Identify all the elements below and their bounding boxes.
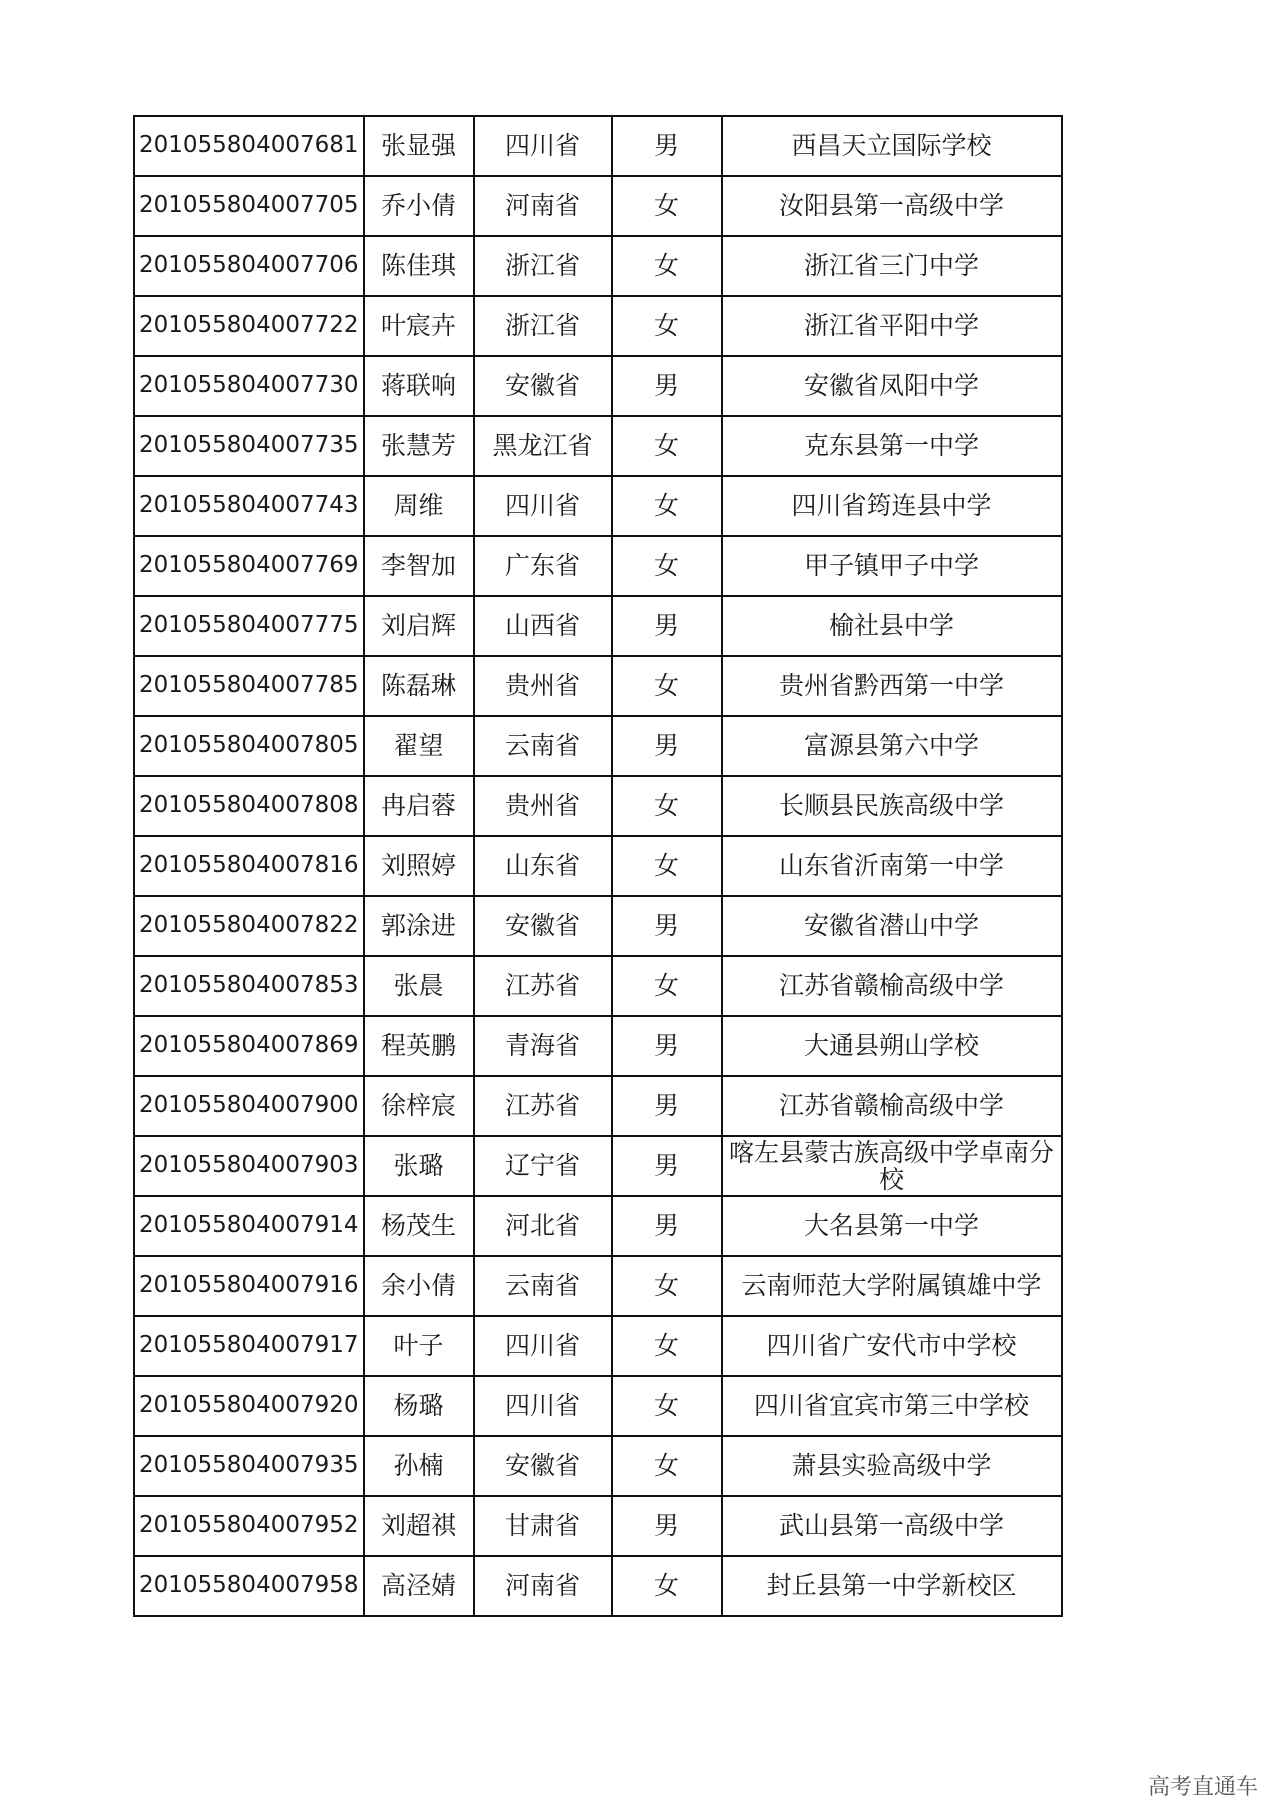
school-cell: 大名县第一中学 (722, 1196, 1062, 1256)
student-name-cell: 高泾婧 (364, 1556, 474, 1616)
student-name-cell: 张慧芳 (364, 416, 474, 476)
gender-cell: 女 (612, 296, 722, 356)
student-name-cell: 陈佳琪 (364, 236, 474, 296)
exam-id-cell: 201055804007706 (134, 236, 364, 296)
student-name-cell: 张晨 (364, 956, 474, 1016)
roster-table-body (134, 116, 1062, 1616)
table-row (134, 116, 1062, 176)
student-name-cell: 程英鹏 (364, 1016, 474, 1076)
gender-cell: 女 (612, 1256, 722, 1316)
exam-id-cell: 201055804007769 (134, 536, 364, 596)
gender-cell: 女 (612, 536, 722, 596)
exam-id-cell: 201055804007735 (134, 416, 364, 476)
province-cell: 河南省 (474, 176, 612, 236)
exam-id-cell: 201055804007917 (134, 1316, 364, 1376)
table-row (134, 536, 1062, 596)
school-cell: 江苏省赣榆高级中学 (722, 956, 1062, 1016)
province-cell: 安徽省 (474, 1436, 612, 1496)
table-row (134, 176, 1062, 236)
school-cell: 富源县第六中学 (722, 716, 1062, 776)
school-cell: 江苏省赣榆高级中学 (722, 1076, 1062, 1136)
province-cell: 河北省 (474, 1196, 612, 1256)
exam-id-cell: 201055804007952 (134, 1496, 364, 1556)
gender-cell: 女 (612, 656, 722, 716)
gender-cell: 男 (612, 356, 722, 416)
province-cell: 云南省 (474, 1256, 612, 1316)
school-cell: 安徽省凤阳中学 (722, 356, 1062, 416)
province-cell: 安徽省 (474, 356, 612, 416)
province-cell: 四川省 (474, 116, 612, 176)
student-name-cell: 周维 (364, 476, 474, 536)
school-cell: 长顺县民族高级中学 (722, 776, 1062, 836)
student-name-cell: 孙楠 (364, 1436, 474, 1496)
table-row (134, 1556, 1062, 1616)
student-name-cell: 郭涂进 (364, 896, 474, 956)
gender-cell: 女 (612, 176, 722, 236)
table-row (134, 896, 1062, 956)
table-row (134, 1256, 1062, 1316)
school-cell: 大通县朔山学校 (722, 1016, 1062, 1076)
gender-cell: 男 (612, 1136, 722, 1196)
exam-id-cell: 201055804007920 (134, 1376, 364, 1436)
student-name-cell: 刘启辉 (364, 596, 474, 656)
gender-cell: 男 (612, 1076, 722, 1136)
gender-cell: 女 (612, 956, 722, 1016)
province-cell: 贵州省 (474, 656, 612, 716)
table-row (134, 1436, 1062, 1496)
table-row (134, 1016, 1062, 1076)
gender-cell: 女 (612, 1316, 722, 1376)
exam-id-cell: 201055804007775 (134, 596, 364, 656)
student-name-cell: 杨茂生 (364, 1196, 474, 1256)
exam-id-cell: 201055804007805 (134, 716, 364, 776)
school-cell: 山东省沂南第一中学 (722, 836, 1062, 896)
province-cell: 江苏省 (474, 956, 612, 1016)
province-cell: 青海省 (474, 1016, 612, 1076)
student-name-cell: 叶宸卉 (364, 296, 474, 356)
province-cell: 浙江省 (474, 236, 612, 296)
province-cell: 四川省 (474, 1316, 612, 1376)
table-row (134, 596, 1062, 656)
school-cell: 四川省筠连县中学 (722, 476, 1062, 536)
table-row (134, 1316, 1062, 1376)
exam-id-cell: 201055804007730 (134, 356, 364, 416)
exam-id-cell: 201055804007808 (134, 776, 364, 836)
admission-roster-table (133, 115, 1063, 1617)
watermark-text: 高考直通车 (1147, 1775, 1258, 1800)
gender-cell: 女 (612, 416, 722, 476)
province-cell: 黑龙江省 (474, 416, 612, 476)
school-cell: 榆社县中学 (722, 596, 1062, 656)
student-name-cell: 杨璐 (364, 1376, 474, 1436)
province-cell: 贵州省 (474, 776, 612, 836)
student-name-cell: 张璐 (364, 1136, 474, 1196)
student-name-cell: 刘超祺 (364, 1496, 474, 1556)
gender-cell: 男 (612, 896, 722, 956)
gender-cell: 男 (612, 1016, 722, 1076)
province-cell: 云南省 (474, 716, 612, 776)
gender-cell: 男 (612, 1496, 722, 1556)
exam-id-cell: 201055804007722 (134, 296, 364, 356)
school-cell: 贵州省黔西第一中学 (722, 656, 1062, 716)
table-row (134, 296, 1062, 356)
school-cell: 萧县实验高级中学 (722, 1436, 1062, 1496)
gender-cell: 女 (612, 1376, 722, 1436)
province-cell: 浙江省 (474, 296, 612, 356)
province-cell: 甘肃省 (474, 1496, 612, 1556)
exam-id-cell: 201055804007916 (134, 1256, 364, 1316)
student-name-cell: 冉启蓉 (364, 776, 474, 836)
exam-id-cell: 201055804007816 (134, 836, 364, 896)
exam-id-cell: 201055804007958 (134, 1556, 364, 1616)
table-row (134, 236, 1062, 296)
student-name-cell: 翟望 (364, 716, 474, 776)
gender-cell: 女 (612, 836, 722, 896)
student-name-cell: 刘照婷 (364, 836, 474, 896)
table-row (134, 1196, 1062, 1256)
exam-id-cell: 201055804007681 (134, 116, 364, 176)
student-name-cell: 徐梓宸 (364, 1076, 474, 1136)
gender-cell: 男 (612, 596, 722, 656)
province-cell: 山西省 (474, 596, 612, 656)
student-name-cell: 张显强 (364, 116, 474, 176)
province-cell: 江苏省 (474, 1076, 612, 1136)
gender-cell: 男 (612, 1196, 722, 1256)
gender-cell: 女 (612, 1556, 722, 1616)
exam-id-cell: 201055804007935 (134, 1436, 364, 1496)
table-row (134, 476, 1062, 536)
exam-id-cell: 201055804007785 (134, 656, 364, 716)
table-row (134, 1076, 1062, 1136)
table-row (134, 416, 1062, 476)
province-cell: 四川省 (474, 476, 612, 536)
exam-id-cell: 201055804007822 (134, 896, 364, 956)
gender-cell: 女 (612, 1436, 722, 1496)
table-row (134, 1136, 1062, 1196)
school-cell: 汝阳县第一高级中学 (722, 176, 1062, 236)
school-cell: 甲子镇甲子中学 (722, 536, 1062, 596)
school-cell: 西昌天立国际学校 (722, 116, 1062, 176)
student-name-cell: 李智加 (364, 536, 474, 596)
table-row (134, 356, 1062, 416)
school-cell: 浙江省三门中学 (722, 236, 1062, 296)
province-cell: 河南省 (474, 1556, 612, 1616)
exam-id-cell: 201055804007903 (134, 1136, 364, 1196)
exam-id-cell: 201055804007900 (134, 1076, 364, 1136)
exam-id-cell: 201055804007914 (134, 1196, 364, 1256)
table-row (134, 1376, 1062, 1436)
exam-id-cell: 201055804007705 (134, 176, 364, 236)
student-name-cell: 蒋联响 (364, 356, 474, 416)
gender-cell: 男 (612, 116, 722, 176)
province-cell: 辽宁省 (474, 1136, 612, 1196)
table-row (134, 776, 1062, 836)
table-row (134, 656, 1062, 716)
province-cell: 广东省 (474, 536, 612, 596)
school-cell: 浙江省平阳中学 (722, 296, 1062, 356)
student-name-cell: 乔小倩 (364, 176, 474, 236)
school-cell: 安徽省潜山中学 (722, 896, 1062, 956)
school-cell: 云南师范大学附属镇雄中学 (722, 1256, 1062, 1316)
school-cell: 武山县第一高级中学 (722, 1496, 1062, 1556)
gender-cell: 女 (612, 776, 722, 836)
school-cell: 克东县第一中学 (722, 416, 1062, 476)
province-cell: 安徽省 (474, 896, 612, 956)
province-cell: 四川省 (474, 1376, 612, 1436)
school-cell: 封丘县第一中学新校区 (722, 1556, 1062, 1616)
school-cell: 喀左县蒙古族高级中学卓南分校 (722, 1136, 1062, 1196)
province-cell: 山东省 (474, 836, 612, 896)
school-cell: 四川省宜宾市第三中学校 (722, 1376, 1062, 1436)
gender-cell: 女 (612, 476, 722, 536)
gender-cell: 男 (612, 716, 722, 776)
exam-id-cell: 201055804007853 (134, 956, 364, 1016)
table-row (134, 836, 1062, 896)
gender-cell: 女 (612, 236, 722, 296)
student-name-cell: 余小倩 (364, 1256, 474, 1316)
table-row (134, 956, 1062, 1016)
table-row (134, 1496, 1062, 1556)
table-row (134, 716, 1062, 776)
exam-id-cell: 201055804007743 (134, 476, 364, 536)
student-name-cell: 陈磊琳 (364, 656, 474, 716)
exam-id-cell: 201055804007869 (134, 1016, 364, 1076)
school-cell: 四川省广安代市中学校 (722, 1316, 1062, 1376)
student-name-cell: 叶子 (364, 1316, 474, 1376)
